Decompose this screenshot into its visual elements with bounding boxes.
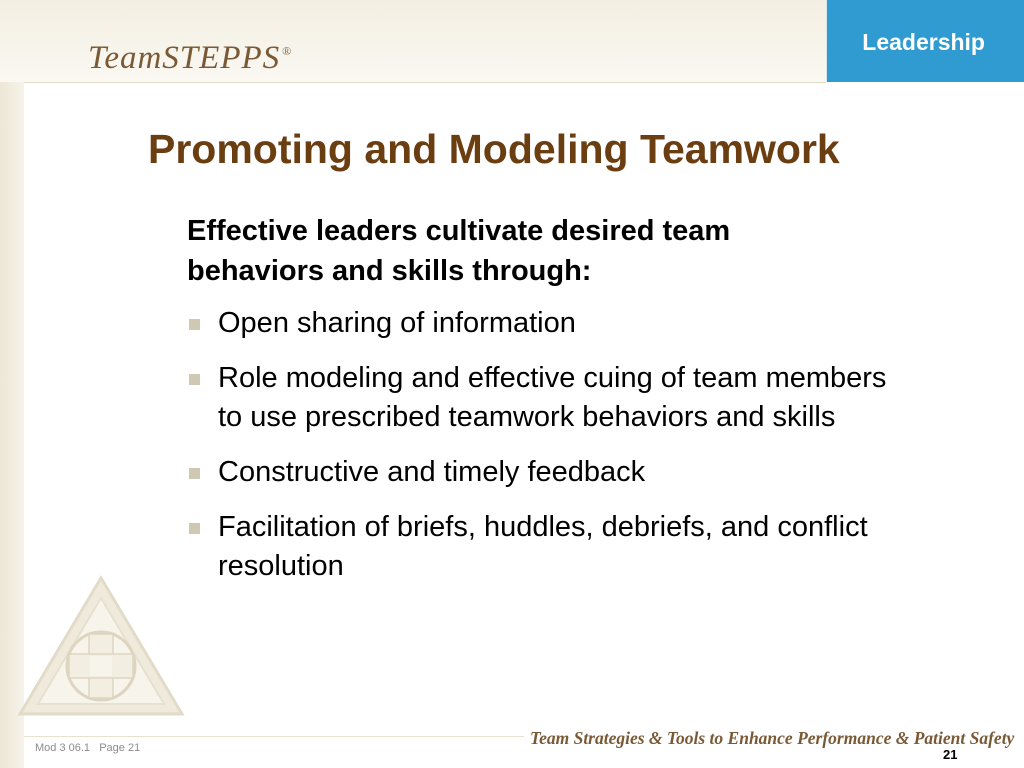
square-bullet-icon xyxy=(189,468,200,479)
bullet-item xyxy=(187,508,887,586)
bullet-text: Facilitation of briefs, huddles, debriefs, and conflict resolution xyxy=(218,511,868,582)
logo-text: TeamSTEPPS xyxy=(88,40,281,76)
bullet-item xyxy=(187,359,887,437)
bullet-item xyxy=(187,453,887,492)
header-divider xyxy=(24,82,826,83)
registered-mark: ® xyxy=(282,44,293,58)
footer-divider xyxy=(24,736,524,737)
bullet-text: Role modeling and effective cuing of team members to use prescribed teamwork behaviors and skills xyxy=(218,362,887,433)
bullet-list xyxy=(187,304,887,602)
page-number: 21 xyxy=(943,747,958,762)
section-tab xyxy=(826,0,1024,82)
bullet-item xyxy=(187,304,887,343)
lead-text: Effective leaders cultivate desired team behaviors and skills through: xyxy=(187,215,731,287)
slide-title: Promoting and Modeling Teamwork xyxy=(148,126,840,172)
square-bullet-icon xyxy=(189,319,200,330)
bullet-text: Constructive and timely feedback xyxy=(218,456,646,488)
module-page-label: Mod 3 06.1 Page 21 xyxy=(35,742,141,754)
section-tab-label: Leadership xyxy=(862,29,985,55)
bullet-text: Open sharing of information xyxy=(218,307,576,339)
footer-tagline: Team Strategies & Tools to Enhance Performance & Patient Safety xyxy=(530,728,1015,748)
square-bullet-icon xyxy=(189,523,200,534)
square-bullet-icon xyxy=(189,374,200,385)
teamstepps-triangle-watermark-icon xyxy=(16,574,186,719)
teamstepps-logo xyxy=(88,40,292,77)
